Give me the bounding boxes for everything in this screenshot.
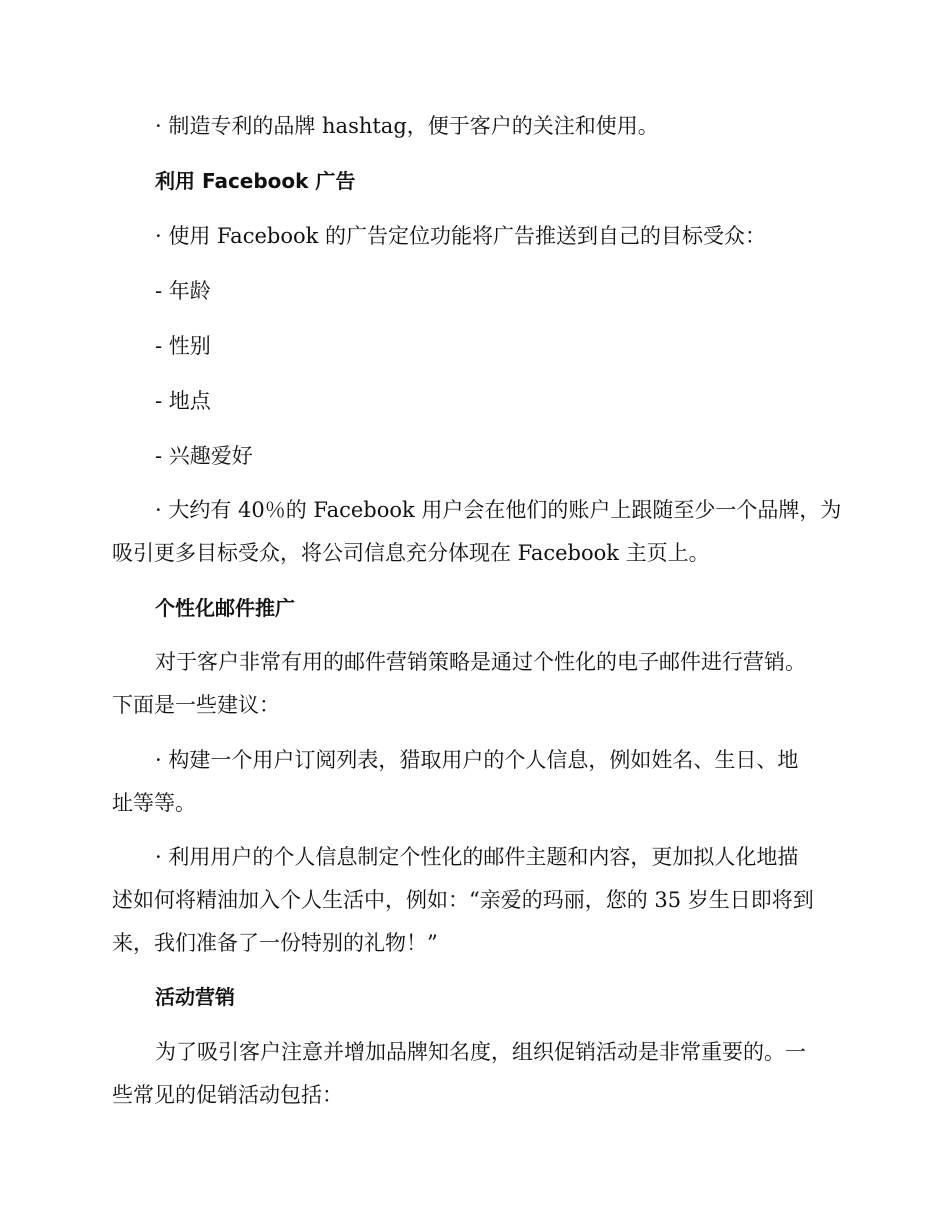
event-marketing-heading: 活动营销 [155, 985, 235, 1009]
target-age-item: - 年龄 [155, 279, 211, 303]
personalize-bullet-line-1: · 利用用户的个人信息制定个性化的邮件主题和内容，更加拟人化地描 [155, 845, 799, 869]
subscribe-bullet-line-2: 址等等。 [112, 791, 196, 815]
target-location-item: - 地点 [155, 389, 211, 413]
facebook-ads-heading: 利用 Facebook 广告 [155, 169, 356, 193]
email-intro-line-2: 下面是一些建议： [112, 693, 280, 717]
event-intro-line-2: 些常见的促销活动包括： [112, 1083, 343, 1107]
event-intro-line-1: 为了吸引客户注意并增加品牌知名度，组织促销活动是非常重要的。一 [155, 1040, 806, 1064]
facebook-stat-paragraph-line-2: 吸引更多目标受众，将公司信息充分体现在 Facebook 主页上。 [112, 541, 710, 565]
facebook-stat-paragraph-line-1: · 大约有 40％的 Facebook 用户会在他们的账户上跟随至少一个品牌，为 [155, 498, 842, 522]
email-marketing-heading: 个性化邮件推广 [155, 596, 295, 620]
hashtag-bullet: · 制造专利的品牌 hashtag，便于客户的关注和使用。 [155, 114, 659, 138]
personalize-bullet-line-3: 来，我们准备了一份特别的礼物！” [112, 931, 438, 955]
email-intro-line-1: 对于客户非常有用的邮件营销策略是通过个性化的电子邮件进行营销。 [155, 650, 806, 674]
target-gender-item: - 性别 [155, 334, 211, 358]
subscribe-bullet-line-1: · 构建一个用户订阅列表，猎取用户的个人信息，例如姓名、生日、地 [155, 748, 799, 772]
personalize-bullet-line-2: 述如何将精油加入个人生活中，例如：“亲爱的玛丽，您的 35 岁生日即将到 [112, 888, 814, 912]
target-interest-item: - 兴趣爱好 [155, 444, 253, 468]
facebook-targeting-bullet: · 使用 Facebook 的广告定位功能将广告推送到自己的目标受众： [155, 224, 767, 248]
